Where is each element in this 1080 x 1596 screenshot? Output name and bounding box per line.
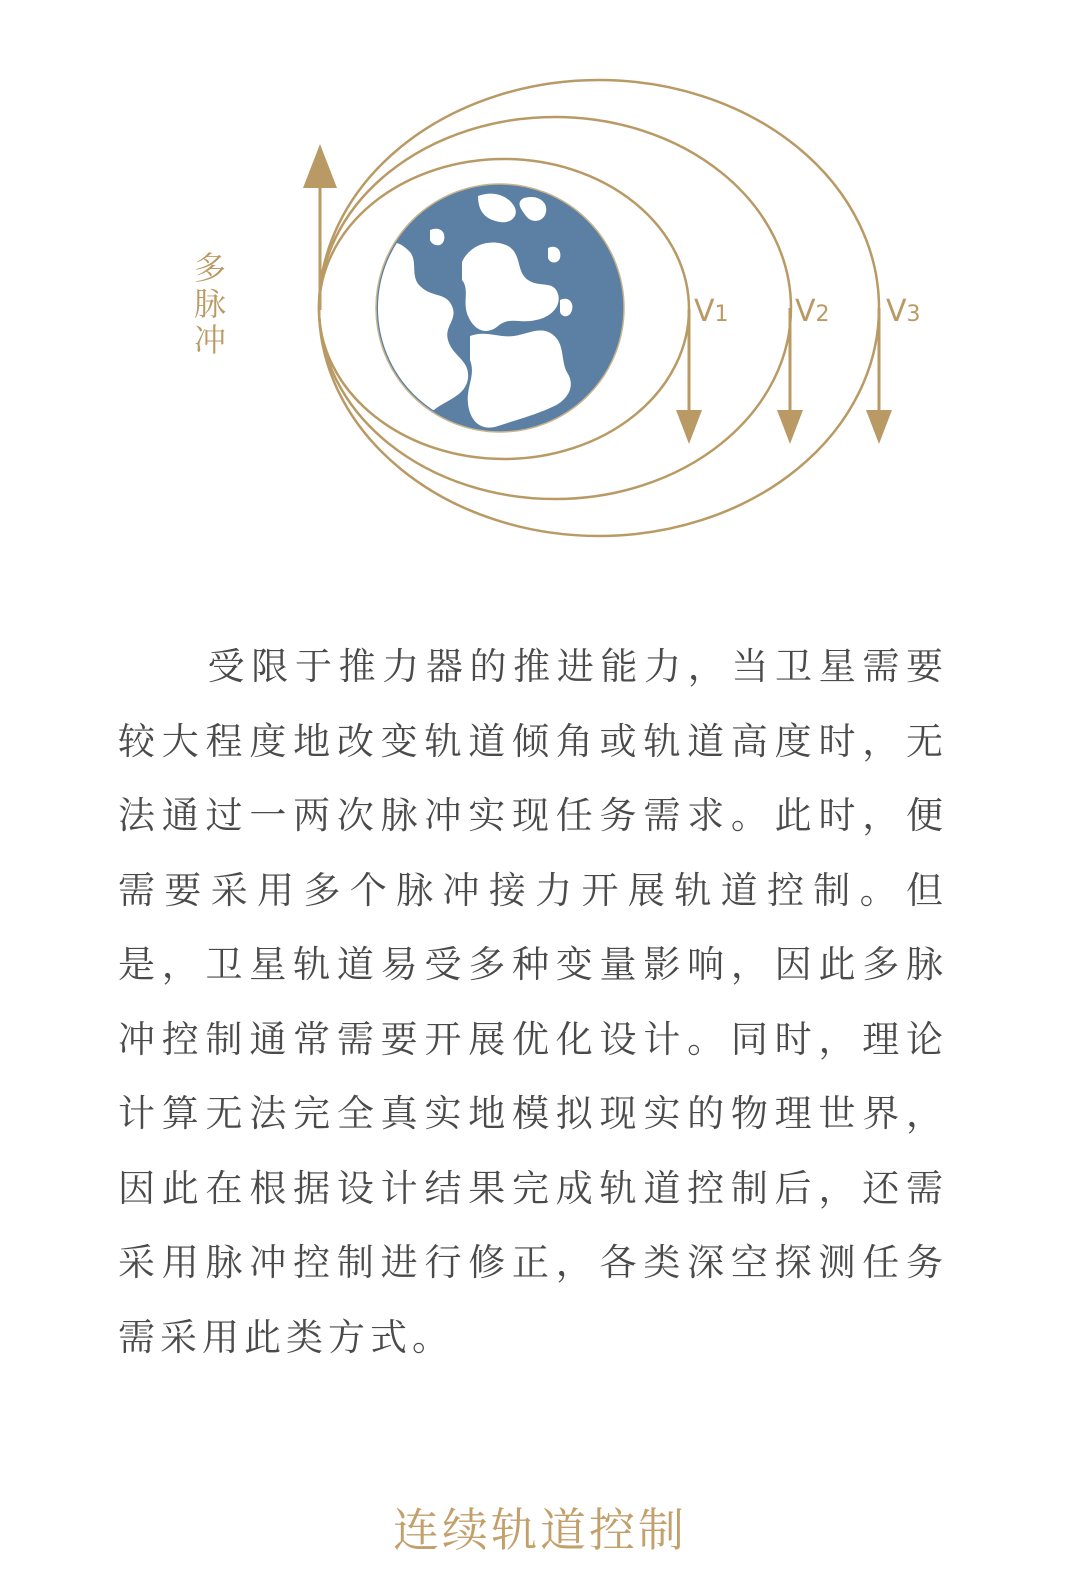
multi-impulse-label-char: 冲	[193, 321, 226, 359]
velocity-label-base: V	[886, 294, 907, 329]
section-title: 连续轨道控制	[393, 1503, 687, 1557]
article-paragraph	[118, 630, 948, 1375]
velocity-label-v3	[886, 294, 921, 329]
velocity-label-v2	[795, 294, 830, 329]
velocity-label-sub: 2	[815, 302, 830, 327]
multi-impulse-label	[190, 250, 230, 358]
velocity-label-base: V	[694, 294, 715, 329]
velocity-label-v1	[694, 294, 729, 329]
multi-impulse-label-char: 脉	[193, 285, 226, 323]
velocity-arrow-v1	[676, 309, 702, 444]
impulse-up-arrow	[303, 144, 337, 310]
velocity-label-sub: 3	[906, 302, 921, 327]
velocity-label-sub: 1	[714, 302, 729, 327]
article-text: 受限于推力器的推进能力，当卫星需要较大程度地改变轨道倾角或轨道高度时，无法通过一两次脉冲实现任务需求。此时，便需要采用多个脉冲接力开展轨道控制。但是，卫星轨道易受多种变量影响，因此多脉冲控制通常需要开展优化设计。同时，理论计算无法完全真实地模拟现实的物理世界，因此在根据设计结果完成轨道控制后，还需采用脉冲控制进行修正，各类深空探测任务需采用此类方式。	[118, 645, 948, 1359]
earth-icon	[376, 184, 624, 432]
multi-impulse-label-char: 多	[193, 249, 226, 287]
velocity-label-base: V	[795, 294, 816, 329]
